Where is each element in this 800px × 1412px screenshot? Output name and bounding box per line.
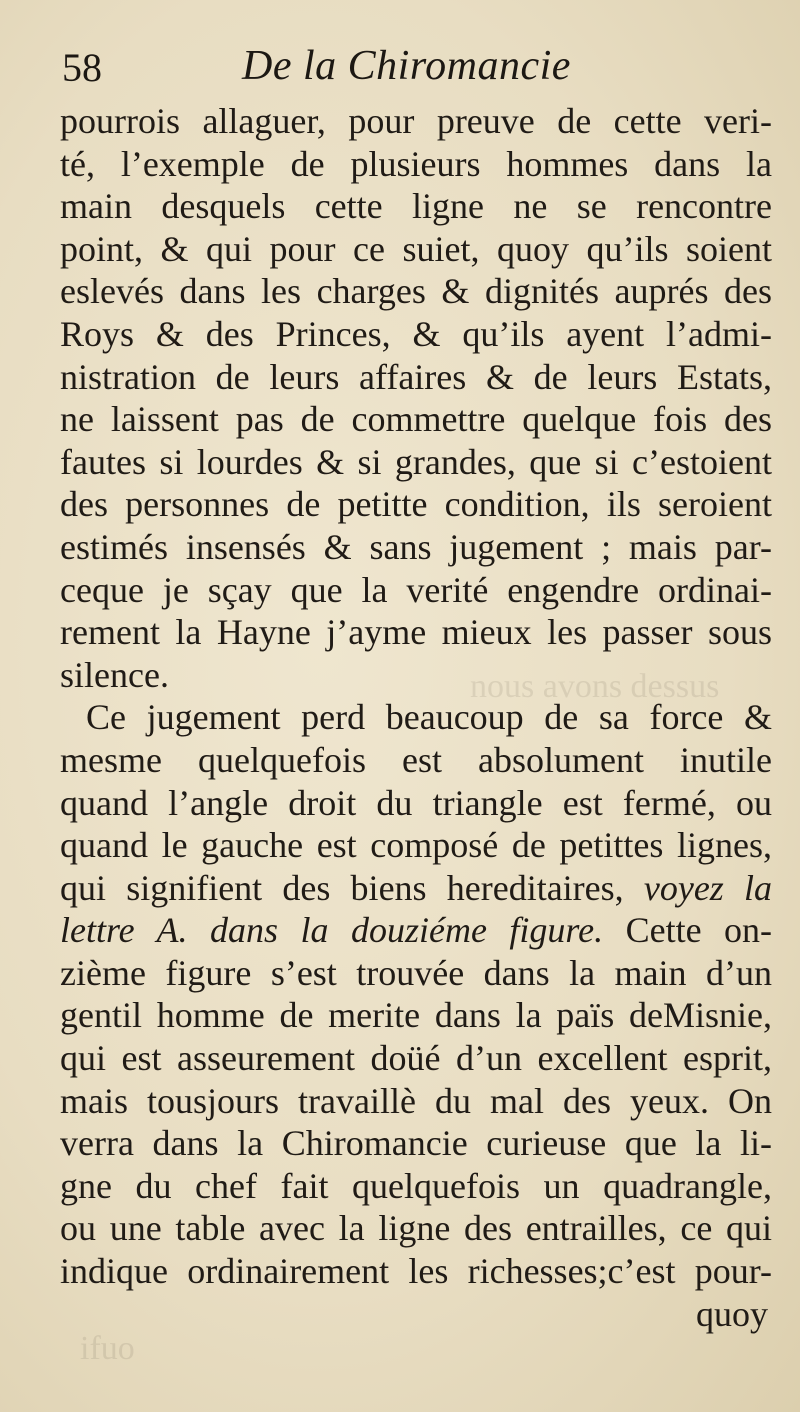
text-line: gne du chef fait quelquefois un quadrangle, — [60, 1165, 772, 1206]
page-number: 58 — [62, 45, 102, 90]
page-header — [62, 38, 762, 98]
text-line: point, & qui pour ce suiet, quoy qu’ils soient — [60, 228, 772, 269]
text-line: estimés insensés & sans jugement ; mais par- — [60, 526, 772, 567]
italic-fragment: lettre A. — [60, 910, 188, 951]
text-line: té, l’exemple de plusieurs hommes dans la — [60, 143, 772, 184]
text-line: qui est asseurement doüé d’un excellent esprit, — [60, 1038, 772, 1079]
text-fragment: Cette on- — [625, 910, 773, 951]
text-line: fautes si lourdes & si grandes, que si c’estoient — [60, 441, 772, 482]
body-text — [60, 100, 772, 1335]
text-line: rement la Hayne j’ayme mieux les passer sous — [60, 612, 772, 653]
text-line: ne laissent pas de commettre quelque fois des — [60, 399, 772, 440]
show-through-text: ifuo — [80, 1330, 135, 1367]
text-fragment: qui signifient des biens hereditaires, — [60, 867, 624, 908]
text-line: des personnes de petitte condition, ils seroient — [60, 484, 772, 525]
text-line: gentil homme de merite dans la païs deMisnie, — [60, 995, 772, 1036]
text-line: ceque je sçay que la verité engendre ordinai- — [60, 569, 772, 610]
text-line: eslevés dans les charges & dignités auprés des — [60, 271, 772, 312]
text-line: quand l’angle droit du triangle est fermé, ou — [60, 782, 772, 823]
text-line: silence. — [60, 654, 169, 695]
text-line-mixed — [60, 909, 772, 952]
text-line: ou une table avec la ligne des entrailles, ce qui — [60, 1208, 772, 1249]
text-line: indique ordinairement les richesses;c’est pour- — [60, 1251, 772, 1292]
italic-fragment: dans la douziéme figure. — [209, 910, 604, 951]
running-title: De la Chiromancie — [242, 43, 571, 89]
text-line: Roys & des Princes, & qu’ils ayent l’admi- — [60, 313, 772, 354]
text-line: nistration de leurs affaires & de leurs Estats, — [60, 356, 772, 397]
text-line: pourrois allaguer, pour preuve de cette veri- — [60, 101, 772, 141]
text-line: zième figure s’est trouvée dans la main d’un — [60, 952, 772, 993]
text-line: main desquels cette ligne ne se rencontre — [60, 186, 772, 227]
catchword: quoy — [696, 1293, 768, 1334]
italic-fragment: voyez la — [643, 867, 773, 908]
text-line-mixed — [60, 867, 772, 910]
show-through-text: nous avons dessus — [470, 668, 720, 705]
text-line: Ce jugement perd beaucoup de sa force & — [86, 697, 772, 738]
text-line: mais tousjours travaillè du mal des yeux. On — [60, 1080, 772, 1121]
text-line: quand le gauche est composé de petittes lignes, — [60, 825, 772, 866]
text-line: mesme quelquefois est absolument inutile — [60, 739, 772, 780]
text-line: verra dans la Chiromancie curieuse que la li- — [60, 1123, 772, 1164]
